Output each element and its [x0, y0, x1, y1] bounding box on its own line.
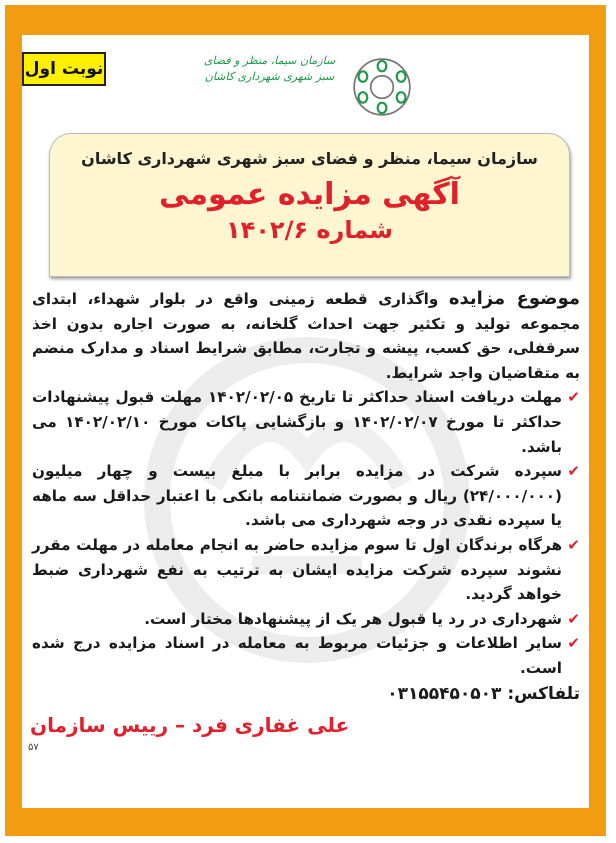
header-box	[49, 133, 570, 277]
list-item	[32, 607, 580, 632]
list-item	[32, 459, 580, 533]
item-text: سایر اطلاعات و جزئیات مربوط به معامله در اسناد مزایده درج شده است.	[32, 634, 562, 677]
organization-logo	[197, 47, 417, 127]
organization-name: سازمان سیما، منظر و فضای سبز شهری شهرداری کاشان	[81, 149, 538, 168]
subject-text: واگذاری قطعه زمینی واقع در بلوار شهداء، ابتدای مجموعه تولید و تکثیر جهت احداث گلخانه، به صورت اجاره بدون اخذ سرقفلی، حق کسب، پیشه و تجارت، مطابق شرایط اسناد و مدارک منضم به متقاضیان واجد شرایط.	[32, 290, 580, 382]
ad-body	[32, 287, 580, 707]
subject-label: موضوع مزایده	[448, 288, 580, 309]
ad-top-section	[22, 35, 589, 287]
subject-paragraph	[32, 287, 580, 385]
item-text: سپرده شرکت در مزایده برابر با مبلغ بیست و چهار میلیون (۲۴/۰۰۰/۰۰۰) ریال و بصورت ضمانتنامه بانکی با اعتبار حداقل سه ماهه یا سپرده نقدی در وجه شهرداری می باشد.	[32, 462, 562, 530]
publication-round-badge: نوبت اول	[22, 52, 106, 86]
item-text: هرگاه برندگان اول تا سوم مزایده حاضر به انجام معامله در مهلت مقرر نشوند سپرده شرکت مزایده ایشان به ترتیب به نفع شهرداری ضبط خواهد گردید.	[32, 535, 562, 604]
ad-frame	[5, 5, 606, 836]
checkmark-icon: ✔	[567, 634, 580, 653]
telfax: تلفاکس: ۰۳۱۵۵۴۵۰۵۰۳	[387, 683, 580, 704]
item-text: مهلت دریافت اسناد حداکثر تا تاریخ ۱۴۰۲/۰۲/۰۵ مهلت قبول پیشنهادات حداکثر تا مورخ ۱۴۰۲/۰۲/۰۷ و بازگشایی پاکات مورخ ۱۴۰۲/۰۲/۱۰ می باشد.	[32, 388, 562, 456]
item-text: شهرداری در رد یا قبول هر یک از پیشنهادها مختار است.	[144, 609, 562, 628]
checkmark-icon: ✔	[567, 535, 580, 554]
ad-content	[22, 35, 589, 808]
list-item	[32, 385, 580, 459]
ad-number: شماره ۱۴۰۲/۶	[225, 216, 394, 244]
checkmark-icon: ✔	[567, 462, 580, 481]
page-number: ۵۷	[28, 741, 39, 753]
checkmark-icon: ✔	[567, 609, 580, 628]
rosette-emblem-icon	[347, 47, 417, 127]
ad-title: آگهی مزایده عمومی	[159, 177, 460, 212]
checkmark-icon: ✔	[567, 388, 580, 407]
list-item	[32, 631, 580, 680]
signature: علی غفاری فرد – رییس سازمان	[30, 712, 350, 737]
list-item	[32, 533, 580, 607]
logo-calligraphy: سازمان سیما، منظر و فضای سبز شهری شهرداری کاشان	[203, 54, 336, 83]
